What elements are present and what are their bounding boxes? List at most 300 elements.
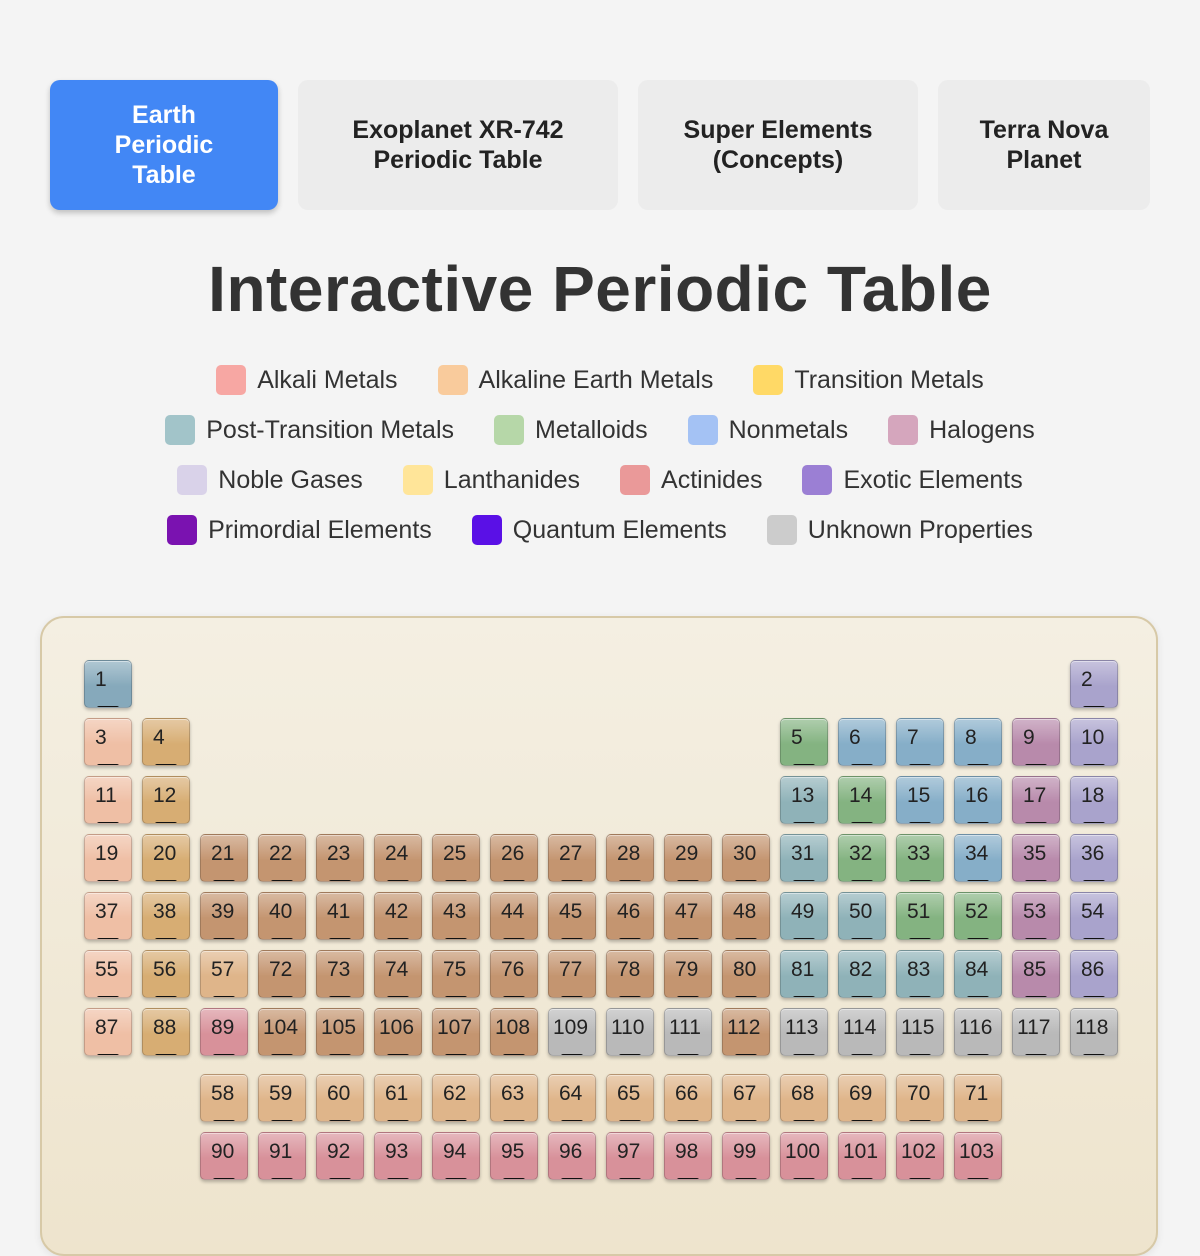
atomic-number: 53	[1023, 900, 1047, 923]
element-cell-77[interactable]	[548, 950, 596, 998]
element-symbol-clipped	[329, 938, 351, 940]
atomic-number: 106	[379, 1016, 415, 1039]
legend-label: Post-Transition Metals	[206, 415, 455, 444]
atomic-number: 77	[559, 958, 583, 981]
atomic-number: 6	[849, 726, 861, 749]
legend-swatch	[753, 365, 783, 395]
atomic-number: 46	[617, 900, 641, 923]
element-symbol-clipped	[271, 1120, 293, 1122]
atomic-number: 67	[733, 1082, 757, 1105]
element-cell-111[interactable]	[664, 1008, 712, 1056]
element-symbol-clipped	[213, 1054, 235, 1056]
element-symbol-clipped	[387, 938, 409, 940]
element-cell-26[interactable]	[490, 834, 538, 882]
periodic-table-panel	[40, 616, 1158, 1256]
atomic-number: 5	[791, 726, 803, 749]
atomic-number: 37	[95, 900, 119, 923]
element-cell-76[interactable]	[490, 950, 538, 998]
atomic-number: 66	[675, 1082, 699, 1105]
element-cell-88[interactable]	[142, 1008, 190, 1056]
atomic-number: 76	[501, 958, 525, 981]
atomic-number: 44	[501, 900, 525, 923]
element-symbol-clipped	[619, 880, 641, 882]
element-cell-110[interactable]	[606, 1008, 654, 1056]
atomic-number: 118	[1075, 1016, 1109, 1039]
element-cell-86[interactable]	[1070, 950, 1118, 998]
element-cell-66[interactable]	[664, 1074, 712, 1122]
atomic-number: 108	[495, 1016, 531, 1039]
atomic-number: 58	[211, 1082, 235, 1105]
element-cell-79[interactable]	[664, 950, 712, 998]
atomic-number: 13	[791, 784, 815, 807]
element-symbol-clipped	[155, 938, 177, 940]
element-cell-83[interactable]	[896, 950, 944, 998]
element-symbol-clipped	[735, 1120, 757, 1122]
element-symbol-clipped	[909, 996, 931, 998]
atomic-number: 112	[727, 1016, 761, 1039]
atomic-number: 85	[1023, 958, 1047, 981]
element-cell-62[interactable]	[432, 1074, 480, 1122]
tab-bar	[0, 0, 1200, 230]
element-cell-72[interactable]	[258, 950, 306, 998]
element-cell-67[interactable]	[722, 1074, 770, 1122]
atomic-number: 11	[95, 784, 117, 807]
atomic-number: 26	[501, 842, 525, 865]
element-symbol-clipped	[561, 996, 583, 998]
element-symbol-clipped	[561, 1120, 583, 1122]
legend-item-halogens	[888, 415, 1035, 445]
element-symbol-clipped	[677, 1120, 699, 1122]
element-cell-37[interactable]	[84, 892, 132, 940]
legend-item-primordial-elements	[167, 515, 432, 545]
atomic-number: 43	[443, 900, 467, 923]
element-cell-82[interactable]	[838, 950, 886, 998]
atomic-number: 30	[733, 842, 757, 865]
element-cell-35[interactable]	[1012, 834, 1060, 882]
legend-row	[0, 365, 1200, 395]
element-cell-101[interactable]	[838, 1132, 886, 1180]
element-cell-85[interactable]	[1012, 950, 1060, 998]
element-cell-91[interactable]	[258, 1132, 306, 1180]
element-cell-38[interactable]	[142, 892, 190, 940]
element-cell-23[interactable]	[316, 834, 364, 882]
element-symbol-clipped	[213, 1120, 235, 1122]
element-symbol-clipped	[329, 880, 351, 882]
element-cell-97[interactable]	[606, 1132, 654, 1180]
element-cell-70[interactable]	[896, 1074, 944, 1122]
atomic-number: 90	[211, 1140, 235, 1163]
element-cell-27[interactable]	[548, 834, 596, 882]
atomic-number: 89	[211, 1016, 235, 1039]
element-cell-58[interactable]	[200, 1074, 248, 1122]
element-cell-112[interactable]	[722, 1008, 770, 1056]
atomic-number: 74	[385, 958, 409, 981]
element-cell-64[interactable]	[548, 1074, 596, 1122]
legend-item-nonmetals	[688, 415, 849, 445]
element-symbol-clipped	[677, 1054, 699, 1056]
legend-row	[0, 515, 1200, 545]
element-cell-89[interactable]	[200, 1008, 248, 1056]
atomic-number: 33	[907, 842, 931, 865]
atomic-number: 2	[1081, 668, 1093, 691]
atomic-number: 82	[849, 958, 873, 981]
element-symbol-clipped	[387, 996, 409, 998]
element-cell-104[interactable]	[258, 1008, 306, 1056]
element-cell-28[interactable]	[606, 834, 654, 882]
element-cell-42[interactable]	[374, 892, 422, 940]
atomic-number: 24	[385, 842, 409, 865]
atomic-number: 63	[501, 1082, 525, 1105]
element-symbol-clipped	[909, 880, 931, 882]
element-cell-92[interactable]	[316, 1132, 364, 1180]
atomic-number: 70	[907, 1082, 931, 1105]
element-cell-7[interactable]	[896, 718, 944, 766]
legend-swatch	[438, 365, 468, 395]
element-symbol-clipped	[735, 880, 757, 882]
element-symbol-clipped	[967, 938, 989, 940]
legend-swatch	[216, 365, 246, 395]
element-cell-50[interactable]	[838, 892, 886, 940]
atomic-number: 29	[675, 842, 699, 865]
atomic-number: 10	[1081, 726, 1105, 749]
element-cell-94[interactable]	[432, 1132, 480, 1180]
atomic-number: 59	[269, 1082, 293, 1105]
atomic-number: 100	[785, 1140, 821, 1163]
element-cell-57[interactable]	[200, 950, 248, 998]
atomic-number: 73	[327, 958, 351, 981]
atomic-number: 83	[907, 958, 931, 981]
page-title: Interactive Periodic Table	[208, 253, 992, 325]
tab-terra-nova-planet[interactable]: Terra Nova Planet	[938, 80, 1150, 210]
atomic-number: 8	[965, 726, 977, 749]
element-cell-109[interactable]	[548, 1008, 596, 1056]
legend-label: Noble Gases	[218, 465, 363, 494]
element-cell-69[interactable]	[838, 1074, 886, 1122]
legend-row	[0, 465, 1200, 495]
element-cell-20[interactable]	[142, 834, 190, 882]
tab-exoplanet-xr-742[interactable]: Exoplanet XR-742 Periodic Table	[298, 80, 618, 210]
legend-swatch	[177, 465, 207, 495]
element-symbol-clipped	[445, 938, 467, 940]
atomic-number: 25	[443, 842, 467, 865]
element-cell-73[interactable]	[316, 950, 364, 998]
atomic-number: 7	[907, 726, 919, 749]
atomic-number: 15	[907, 784, 931, 807]
element-cell-56[interactable]	[142, 950, 190, 998]
element-symbol-clipped	[1083, 764, 1105, 766]
legend-item-exotic-elements	[802, 465, 1022, 495]
legend-swatch	[620, 465, 650, 495]
element-cell-40[interactable]	[258, 892, 306, 940]
element-cell-1[interactable]	[84, 660, 132, 708]
element-cell-55[interactable]	[84, 950, 132, 998]
element-symbol-clipped	[561, 1178, 583, 1180]
element-symbol-clipped	[387, 1120, 409, 1122]
element-cell-78[interactable]	[606, 950, 654, 998]
element-cell-68[interactable]	[780, 1074, 828, 1122]
element-cell-117[interactable]	[1012, 1008, 1060, 1056]
element-symbol-clipped	[851, 1054, 873, 1056]
element-symbol-clipped	[271, 1178, 293, 1180]
element-cell-44[interactable]	[490, 892, 538, 940]
legend-label: Transition Metals	[794, 365, 984, 394]
atomic-number: 17	[1023, 784, 1047, 807]
atomic-number: 103	[959, 1140, 995, 1163]
element-cell-16[interactable]	[954, 776, 1002, 824]
element-cell-81[interactable]	[780, 950, 828, 998]
atomic-number: 41	[327, 900, 351, 923]
element-cell-95[interactable]	[490, 1132, 538, 1180]
element-cell-84[interactable]	[954, 950, 1002, 998]
element-symbol-clipped	[97, 1054, 119, 1056]
atomic-number: 19	[95, 842, 119, 865]
atomic-number: 36	[1081, 842, 1105, 865]
element-cell-21[interactable]	[200, 834, 248, 882]
tab-earth-periodic-table[interactable]: Earth Periodic Table	[50, 80, 278, 210]
element-symbol-clipped	[155, 880, 177, 882]
element-symbol-clipped	[1025, 938, 1047, 940]
element-cell-80[interactable]	[722, 950, 770, 998]
element-symbol-clipped	[1083, 706, 1105, 708]
atomic-number: 35	[1023, 842, 1047, 865]
atomic-number: 102	[901, 1140, 937, 1163]
element-cell-12[interactable]	[142, 776, 190, 824]
legend-item-alkali-metals	[216, 365, 397, 395]
element-cell-36[interactable]	[1070, 834, 1118, 882]
atomic-number: 78	[617, 958, 641, 981]
element-cell-34[interactable]	[954, 834, 1002, 882]
element-cell-33[interactable]	[896, 834, 944, 882]
element-cell-2[interactable]	[1070, 660, 1118, 708]
element-cell-25[interactable]	[432, 834, 480, 882]
element-symbol-clipped	[909, 1120, 931, 1122]
atomic-number: 96	[559, 1140, 583, 1163]
element-cell-103[interactable]	[954, 1132, 1002, 1180]
legend-swatch	[688, 415, 718, 445]
legend-label: Quantum Elements	[512, 515, 727, 544]
legend-swatch	[767, 515, 797, 545]
element-cell-46[interactable]	[606, 892, 654, 940]
element-symbol-clipped	[387, 880, 409, 882]
element-cell-105[interactable]	[316, 1008, 364, 1056]
element-symbol-clipped	[329, 996, 351, 998]
legend-label: Metalloids	[535, 415, 648, 444]
element-cell-54[interactable]	[1070, 892, 1118, 940]
element-symbol-clipped	[445, 1120, 467, 1122]
atomic-number: 79	[675, 958, 699, 981]
element-symbol-clipped	[909, 822, 931, 824]
element-cell-32[interactable]	[838, 834, 886, 882]
legend-label: Alkaline Earth Metals	[478, 365, 714, 394]
atomic-number: 22	[269, 842, 293, 865]
element-cell-53[interactable]	[1012, 892, 1060, 940]
element-cell-17[interactable]	[1012, 776, 1060, 824]
element-cell-63[interactable]	[490, 1074, 538, 1122]
element-cell-29[interactable]	[664, 834, 712, 882]
atomic-number: 38	[153, 900, 177, 923]
element-cell-59[interactable]	[258, 1074, 306, 1122]
element-cell-113[interactable]	[780, 1008, 828, 1056]
element-symbol-clipped	[155, 1054, 177, 1056]
element-cell-8[interactable]	[954, 718, 1002, 766]
element-cell-71[interactable]	[954, 1074, 1002, 1122]
element-cell-102[interactable]	[896, 1132, 944, 1180]
element-symbol-clipped	[735, 1054, 757, 1056]
element-symbol-clipped	[503, 1120, 525, 1122]
element-cell-13[interactable]	[780, 776, 828, 824]
element-cell-24[interactable]	[374, 834, 422, 882]
element-cell-118[interactable]	[1070, 1008, 1118, 1056]
element-symbol-clipped	[155, 764, 177, 766]
atomic-number: 45	[559, 900, 583, 923]
tab-super-elements[interactable]: Super Elements (Concepts)	[638, 80, 918, 210]
element-cell-43[interactable]	[432, 892, 480, 940]
element-symbol-clipped	[503, 1178, 525, 1180]
atomic-number: 40	[269, 900, 293, 923]
element-cell-75[interactable]	[432, 950, 480, 998]
element-symbol-clipped	[155, 822, 177, 824]
element-symbol-clipped	[793, 1054, 815, 1056]
element-symbol-clipped	[155, 996, 177, 998]
element-cell-65[interactable]	[606, 1074, 654, 1122]
element-cell-14[interactable]	[838, 776, 886, 824]
element-cell-96[interactable]	[548, 1132, 596, 1180]
element-cell-6[interactable]	[838, 718, 886, 766]
element-cell-115[interactable]	[896, 1008, 944, 1056]
element-symbol-clipped	[503, 938, 525, 940]
atomic-number: 60	[327, 1082, 351, 1105]
element-cell-116[interactable]	[954, 1008, 1002, 1056]
element-cell-107[interactable]	[432, 1008, 480, 1056]
atomic-number: 117	[1017, 1016, 1051, 1039]
element-cell-48[interactable]	[722, 892, 770, 940]
element-symbol-clipped	[793, 938, 815, 940]
atomic-number: 104	[263, 1016, 299, 1039]
element-cell-114[interactable]	[838, 1008, 886, 1056]
legend-item-lanthanides	[403, 465, 580, 495]
element-symbol-clipped	[909, 764, 931, 766]
element-cell-41[interactable]	[316, 892, 364, 940]
atomic-number: 113	[785, 1016, 819, 1039]
atomic-number: 20	[153, 842, 177, 865]
element-cell-93[interactable]	[374, 1132, 422, 1180]
element-cell-19[interactable]	[84, 834, 132, 882]
element-cell-61[interactable]	[374, 1074, 422, 1122]
element-cell-30[interactable]	[722, 834, 770, 882]
element-symbol-clipped	[213, 996, 235, 998]
atomic-number: 28	[617, 842, 641, 865]
legend-label: Lanthanides	[443, 465, 581, 494]
element-symbol-clipped	[677, 880, 699, 882]
element-symbol-clipped	[793, 764, 815, 766]
atomic-number: 12	[153, 784, 177, 807]
atomic-number: 98	[675, 1140, 699, 1163]
element-symbol-clipped	[967, 1120, 989, 1122]
element-cell-60[interactable]	[316, 1074, 364, 1122]
element-cell-22[interactable]	[258, 834, 306, 882]
atomic-number: 39	[211, 900, 235, 923]
atomic-number: 1	[95, 668, 107, 691]
element-cell-3[interactable]	[84, 718, 132, 766]
atomic-number: 49	[791, 900, 815, 923]
legend-label: Nonmetals	[728, 415, 849, 444]
atomic-number: 3	[95, 726, 107, 749]
element-cell-51[interactable]	[896, 892, 944, 940]
atomic-number: 97	[617, 1140, 641, 1163]
element-cell-45[interactable]	[548, 892, 596, 940]
atomic-number: 14	[849, 784, 873, 807]
element-cell-100[interactable]	[780, 1132, 828, 1180]
atomic-number: 114	[843, 1016, 877, 1039]
element-cell-90[interactable]	[200, 1132, 248, 1180]
atomic-number: 116	[959, 1016, 993, 1039]
element-symbol-clipped	[851, 1178, 873, 1180]
element-symbol-clipped	[735, 938, 757, 940]
element-symbol-clipped	[97, 706, 119, 708]
element-symbol-clipped	[1083, 822, 1105, 824]
element-symbol-clipped	[503, 996, 525, 998]
element-symbol-clipped	[271, 996, 293, 998]
element-cell-10[interactable]	[1070, 718, 1118, 766]
element-cell-31[interactable]	[780, 834, 828, 882]
element-symbol-clipped	[967, 880, 989, 882]
atomic-number: 75	[443, 958, 467, 981]
element-symbol-clipped	[677, 996, 699, 998]
element-symbol-clipped	[271, 1054, 293, 1056]
atomic-number: 16	[965, 784, 989, 807]
element-symbol-clipped	[619, 996, 641, 998]
element-cell-108[interactable]	[490, 1008, 538, 1056]
element-cell-47[interactable]	[664, 892, 712, 940]
element-cell-39[interactable]	[200, 892, 248, 940]
element-cell-9[interactable]	[1012, 718, 1060, 766]
element-symbol-clipped	[851, 822, 873, 824]
element-symbol-clipped	[1083, 1054, 1105, 1056]
atomic-number: 64	[559, 1082, 583, 1105]
element-cell-52[interactable]	[954, 892, 1002, 940]
legend-label: Primordial Elements	[208, 515, 432, 544]
legend-item-alkaline-earth-metals	[438, 365, 714, 395]
element-cell-74[interactable]	[374, 950, 422, 998]
element-cell-99[interactable]	[722, 1132, 770, 1180]
atomic-number: 111	[669, 1016, 701, 1039]
element-symbol-clipped	[271, 880, 293, 882]
element-cell-15[interactable]	[896, 776, 944, 824]
element-cell-18[interactable]	[1070, 776, 1118, 824]
element-symbol-clipped	[735, 996, 757, 998]
legend-swatch	[888, 415, 918, 445]
element-cell-5[interactable]	[780, 718, 828, 766]
legend-row	[0, 415, 1200, 445]
element-symbol-clipped	[677, 938, 699, 940]
element-cell-49[interactable]	[780, 892, 828, 940]
element-cell-11[interactable]	[84, 776, 132, 824]
legend-item-post-transition-metals	[165, 415, 454, 445]
element-cell-4[interactable]	[142, 718, 190, 766]
element-cell-98[interactable]	[664, 1132, 712, 1180]
element-symbol-clipped	[619, 1178, 641, 1180]
atomic-number: 87	[95, 1016, 119, 1039]
element-symbol-clipped	[329, 1120, 351, 1122]
element-symbol-clipped	[793, 1120, 815, 1122]
element-cell-87[interactable]	[84, 1008, 132, 1056]
element-symbol-clipped	[445, 1054, 467, 1056]
element-symbol-clipped	[445, 996, 467, 998]
element-symbol-clipped	[909, 1054, 931, 1056]
element-cell-106[interactable]	[374, 1008, 422, 1056]
atomic-number: 55	[95, 958, 119, 981]
element-symbol-clipped	[329, 1054, 351, 1056]
